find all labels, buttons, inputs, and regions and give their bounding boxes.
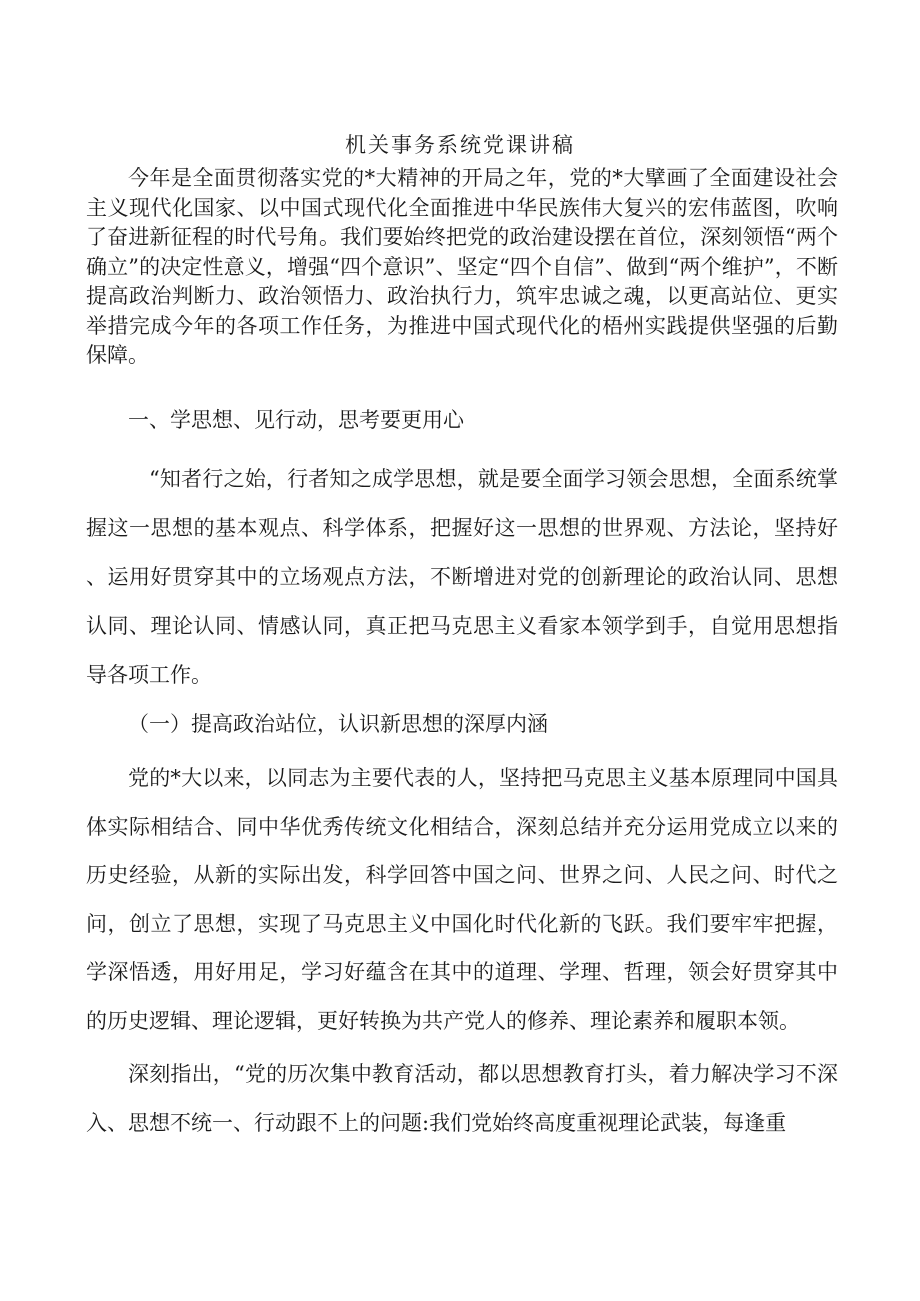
body-paragraph-1: 党的*大以来，以同志为主要代表的人，坚持把马克思主义基本原理同中国具体实际相结合、同中华优秀传统文化相结合，深刻总结并充分运用党成立以来的历史经验，从新的实际出发，科学回答中国之问、世界之问、人民之问、时代之问，创立了思想，实现了马克思主义中国化时代化新的飞跃。我们要牢牢把握，学深悟透，用好用足，学习好蕴含在其中的道理、学理、哲理，领会好贯穿其中的历史逻辑、理论逻辑，更好转换为共产党人的修养、理论素养和履职本领。: [86, 766, 838, 1033]
intro-paragraph: 今年是全面贯彻落实党的*大精神的开局之年，党的*大擘画了全面建设社会主义现代化国家、以中国式现代化全面推进中华民族伟大复兴的宏伟蓝图，吹响了奋进新征程的时代号角。我们要始终把党的政治建设摆在首位，深刻领悟“两个确立”的决定性意义，增强“四个意识”、坚定“四个自信”、做到“两个维护”，不断提高政治判断力、政治领悟力、政治执行力，筑牢忠诚之魂，以更高站位、更实举措完成今年的各项工作任务，为推进中国式现代化的梧州实践提供坚强的后勤保障。: [86, 166, 838, 367]
subsection-heading-1: （一）提高政治站位，认识新思想的深厚内涵: [128, 712, 548, 736]
document-title: 机关事务系统党课讲稿: [345, 133, 575, 157]
quote-paragraph: “知者行之始，行者知之成学思想，就是要全面学习领会思想，全面系统掌握这一思想的基本观点、科学体系，把握好这一思想的世界观、方法论，坚持好、运用好贯穿其中的立场观点方法，不断增进对党的创新理论的政治认同、思想认同、理论认同、情感认同，真正把马克思主义看家本领学到手，自觉用思想指导各项工作。: [86, 467, 838, 687]
body-paragraph-2: 深刻指出，“党的历次集中教育活动，都以思想教育打头，着力解决学习不深入、思想不统一、行动跟不上的问题:我们党始终高度重视理论武装，每逢重: [86, 1062, 838, 1135]
section-heading-1: 一、学思想、见行动，思考要更用心: [128, 408, 464, 432]
